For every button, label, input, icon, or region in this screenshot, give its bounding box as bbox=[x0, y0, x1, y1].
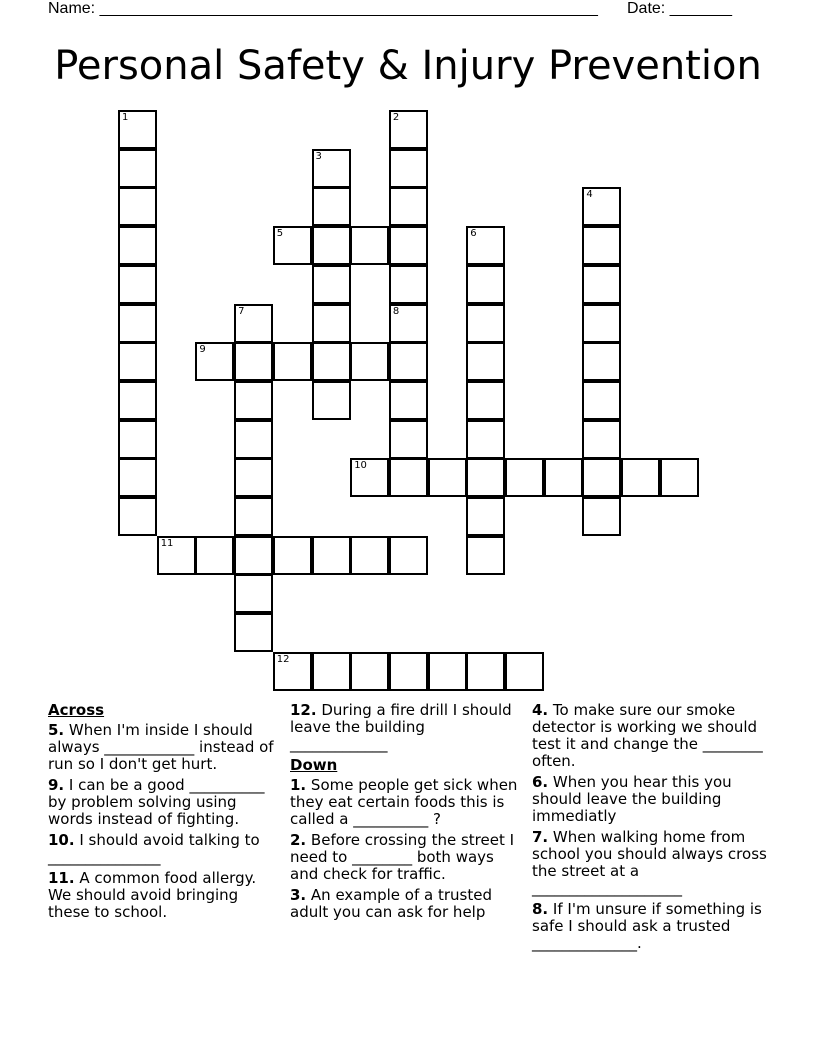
crossword-cell[interactable] bbox=[118, 381, 157, 420]
crossword-cell[interactable] bbox=[428, 652, 467, 691]
cell-number: 3 bbox=[315, 150, 322, 162]
clue-number: 7. bbox=[532, 828, 549, 846]
crossword-cell[interactable] bbox=[389, 110, 428, 149]
crossword-cell[interactable] bbox=[466, 652, 505, 691]
crossword-cell[interactable] bbox=[118, 187, 157, 226]
crossword-cell[interactable] bbox=[118, 304, 157, 343]
clue-number: 4. bbox=[532, 701, 549, 719]
crossword-cell[interactable] bbox=[389, 458, 428, 497]
crossword-cell[interactable] bbox=[582, 381, 621, 420]
crossword-cell[interactable] bbox=[273, 226, 312, 265]
cell-number: 2 bbox=[392, 112, 400, 123]
clue-text: When you hear this you should leave the building immediatly bbox=[532, 773, 732, 825]
crossword-cell[interactable] bbox=[389, 420, 428, 459]
cell-number: 8 bbox=[392, 305, 400, 317]
clue-down-8 bbox=[532, 901, 768, 952]
across-clues-column bbox=[48, 702, 284, 925]
crossword-cell[interactable] bbox=[312, 187, 351, 226]
crossword-cell[interactable] bbox=[505, 652, 544, 691]
crossword-cell[interactable] bbox=[466, 381, 505, 420]
clue-text: If I'm unsure if something is safe I should ask a trusted ______________. bbox=[532, 900, 762, 952]
crossword-cell[interactable] bbox=[234, 381, 273, 420]
crossword-cell[interactable] bbox=[389, 342, 428, 381]
clue-number: 10. bbox=[48, 831, 75, 849]
crossword-cell[interactable] bbox=[428, 458, 467, 497]
crossword-cell[interactable] bbox=[234, 536, 273, 575]
cell-number: 1 bbox=[122, 112, 129, 123]
clue-number: 2. bbox=[290, 831, 307, 849]
crossword-cell[interactable] bbox=[350, 342, 389, 381]
crossword-cell[interactable] bbox=[273, 536, 312, 575]
crossword-cell[interactable] bbox=[234, 497, 273, 536]
across-heading: Across bbox=[48, 701, 105, 719]
clue-text: I can be a good __________ by problem solving using words instead of fighting. bbox=[48, 776, 265, 828]
crossword-cell[interactable] bbox=[312, 342, 351, 381]
clue-across-5 bbox=[48, 722, 284, 773]
crossword-cell[interactable] bbox=[582, 458, 621, 497]
crossword-cell[interactable] bbox=[544, 458, 583, 497]
crossword-cell[interactable] bbox=[582, 420, 621, 459]
cell-number: 5 bbox=[276, 228, 284, 240]
crossword-cell[interactable] bbox=[312, 304, 351, 343]
crossword-cell[interactable] bbox=[118, 149, 157, 188]
crossword-cell[interactable] bbox=[312, 265, 351, 304]
crossword-cell[interactable] bbox=[195, 536, 234, 575]
crossword-cell[interactable] bbox=[389, 187, 428, 226]
clue-number: 1. bbox=[290, 776, 307, 794]
crossword-cell[interactable] bbox=[466, 497, 505, 536]
crossword-cell[interactable] bbox=[389, 381, 428, 420]
crossword-cell[interactable] bbox=[273, 652, 312, 691]
cell-number: 6 bbox=[470, 228, 477, 240]
crossword-cell[interactable] bbox=[312, 149, 351, 188]
right-clues-column bbox=[532, 702, 768, 956]
crossword-cell[interactable] bbox=[466, 265, 505, 304]
crossword-cell[interactable] bbox=[582, 265, 621, 304]
crossword-cell[interactable] bbox=[389, 536, 428, 575]
clue-text: During a fire drill I should leave the building _____________ bbox=[290, 701, 512, 753]
crossword-cell[interactable] bbox=[234, 613, 273, 652]
clue-number: 5. bbox=[48, 721, 65, 739]
clue-text: Before crossing the street I need to ________ both ways and check for traffic. bbox=[290, 831, 515, 883]
crossword-cell[interactable] bbox=[157, 536, 196, 575]
crossword-cell[interactable] bbox=[660, 458, 699, 497]
crossword-cell[interactable] bbox=[312, 536, 351, 575]
crossword-cell[interactable] bbox=[389, 226, 428, 265]
crossword-cell[interactable] bbox=[389, 652, 428, 691]
clue-number: 12. bbox=[290, 701, 317, 719]
crossword-cell[interactable] bbox=[118, 458, 157, 497]
crossword-cell[interactable] bbox=[389, 304, 428, 343]
crossword-cell[interactable] bbox=[195, 342, 234, 381]
crossword-cell[interactable] bbox=[234, 304, 273, 343]
crossword-cell[interactable] bbox=[312, 381, 351, 420]
clue-across-12 bbox=[290, 702, 526, 753]
clue-text: Some people get sick when they eat certain foods this is called a __________ ? bbox=[290, 776, 518, 828]
crossword-cell[interactable] bbox=[312, 652, 351, 691]
name-field[interactable]: Name: ________________________________________________________ bbox=[48, 0, 598, 17]
clue-down-3 bbox=[290, 887, 526, 921]
clue-text: A common food allergy. We should avoid bringing these to school. bbox=[48, 869, 257, 921]
crossword-cell[interactable] bbox=[466, 536, 505, 575]
crossword-cell[interactable] bbox=[466, 342, 505, 381]
clue-number: 6. bbox=[532, 773, 549, 791]
clue-text: To make sure our smoke detector is working we should test it and change the ________ often. bbox=[532, 701, 763, 770]
crossword-cell[interactable] bbox=[118, 420, 157, 459]
clue-text: An example of a trusted adult you can ask for help bbox=[290, 886, 492, 921]
crossword-cell[interactable] bbox=[389, 149, 428, 188]
crossword-cell[interactable] bbox=[466, 420, 505, 459]
crossword-cell[interactable] bbox=[234, 574, 273, 613]
clue-text: When I'm inside I should always ____________ instead of run so I don't get hurt. bbox=[48, 721, 274, 773]
clue-number: 11. bbox=[48, 869, 75, 887]
clue-down-7 bbox=[532, 829, 768, 897]
middle-clues-column bbox=[290, 702, 526, 925]
crossword-cell[interactable] bbox=[118, 342, 157, 381]
crossword-cell[interactable] bbox=[582, 304, 621, 343]
cell-number: 9 bbox=[199, 344, 206, 356]
crossword-cell[interactable] bbox=[582, 226, 621, 265]
clue-text: When walking home from school you should always cross the street at a ____________________ bbox=[532, 828, 767, 897]
clue-down-1 bbox=[290, 777, 526, 828]
crossword-cell[interactable] bbox=[582, 497, 621, 536]
crossword-cell[interactable] bbox=[582, 187, 621, 226]
crossword-cell[interactable] bbox=[466, 458, 505, 497]
clue-down-6 bbox=[532, 774, 768, 825]
crossword-cell[interactable] bbox=[389, 265, 428, 304]
clue-down-4 bbox=[532, 702, 768, 770]
crossword-cell[interactable] bbox=[312, 226, 351, 265]
clue-number: 9. bbox=[48, 776, 65, 794]
cell-number: 11 bbox=[160, 537, 174, 549]
clue-across-9 bbox=[48, 777, 284, 828]
page-title: Personal Safety & Injury Prevention bbox=[54, 43, 762, 89]
cell-number: 10 bbox=[354, 460, 367, 472]
crossword-cell[interactable] bbox=[621, 458, 660, 497]
clue-text: I should avoid talking to _______________ bbox=[48, 831, 260, 866]
clue-number: 3. bbox=[290, 886, 307, 904]
clue-across-11 bbox=[48, 870, 284, 921]
date-field[interactable]: Date: _______ bbox=[627, 0, 732, 17]
crossword-cell[interactable] bbox=[118, 497, 157, 536]
crossword-cell[interactable] bbox=[273, 342, 312, 381]
crossword-cell[interactable] bbox=[350, 536, 389, 575]
clue-number: 8. bbox=[532, 900, 549, 918]
crossword-cell[interactable] bbox=[505, 458, 544, 497]
clue-across-10 bbox=[48, 832, 284, 866]
crossword-cell[interactable] bbox=[118, 226, 157, 265]
crossword-cell[interactable] bbox=[234, 458, 273, 497]
crossword-cell[interactable] bbox=[466, 304, 505, 343]
crossword-cell[interactable] bbox=[118, 110, 157, 149]
cell-number: 12 bbox=[276, 653, 290, 665]
crossword-cell[interactable] bbox=[118, 265, 157, 304]
crossword-cell[interactable] bbox=[350, 226, 389, 265]
crossword-cell[interactable] bbox=[234, 342, 273, 381]
crossword-cell[interactable] bbox=[350, 458, 389, 497]
down-heading: Down bbox=[290, 756, 338, 774]
crossword-cell[interactable] bbox=[350, 652, 389, 691]
crossword-cell[interactable] bbox=[466, 226, 505, 265]
clue-down-2 bbox=[290, 832, 526, 883]
cell-number: 7 bbox=[238, 305, 245, 317]
cell-number: 4 bbox=[586, 189, 593, 201]
crossword-cell[interactable] bbox=[582, 342, 621, 381]
crossword-cell[interactable] bbox=[234, 420, 273, 459]
